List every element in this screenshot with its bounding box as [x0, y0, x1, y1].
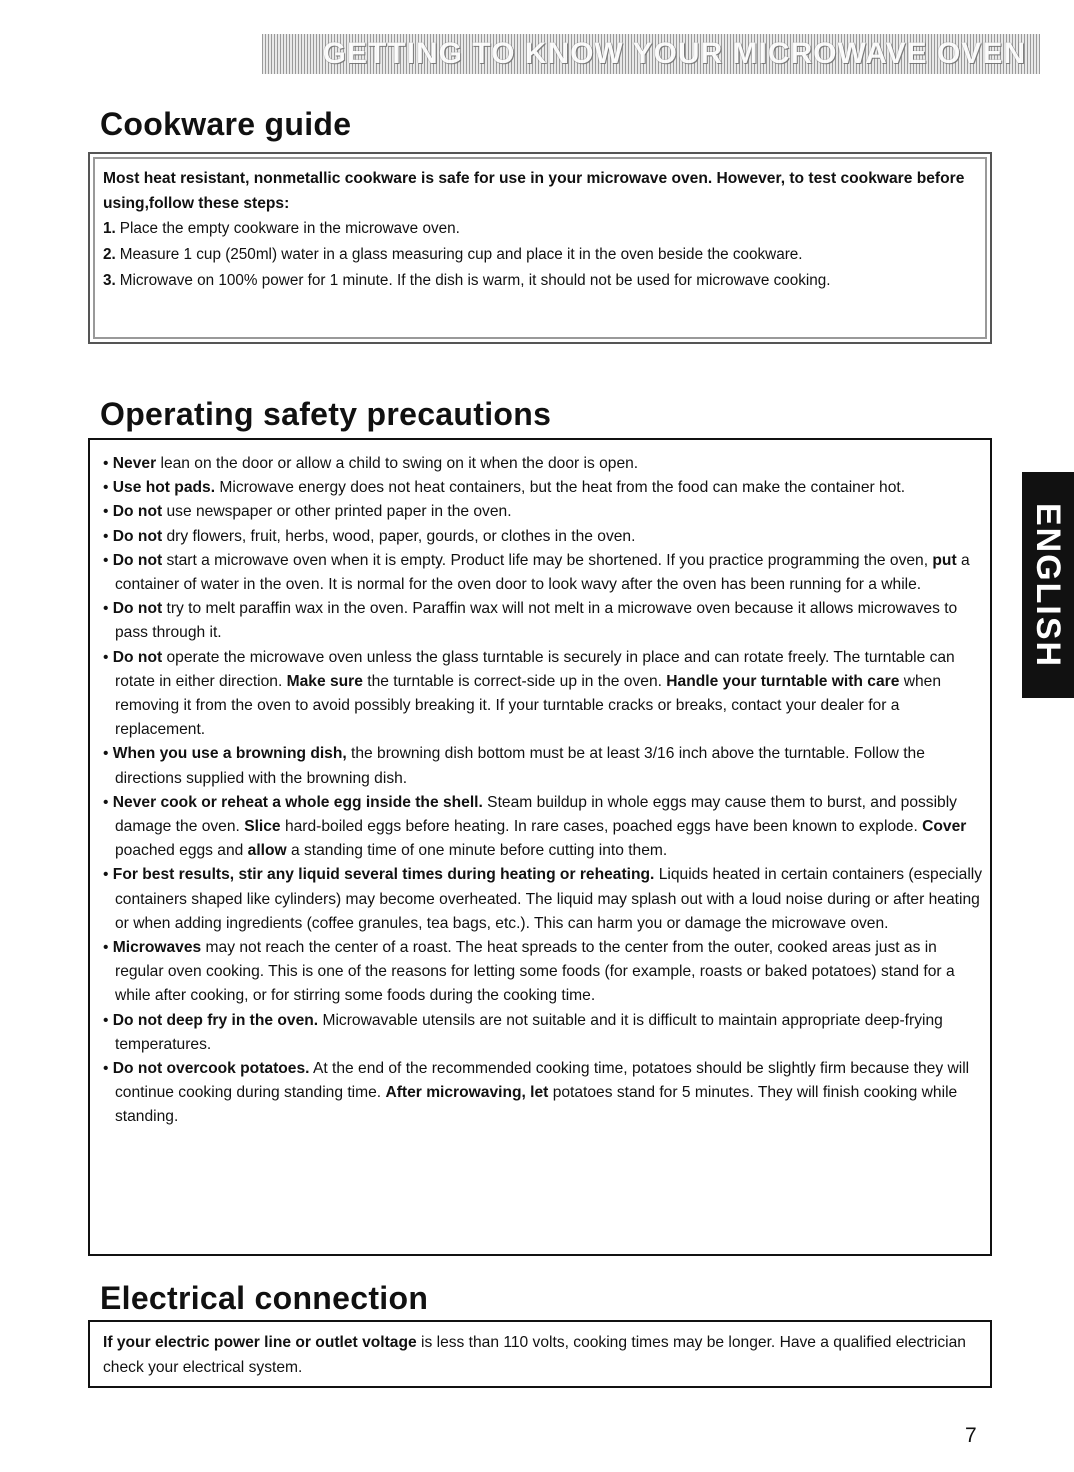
item-text: Microwave energy does not heat containers, but the heat from the food can make the container hot.	[215, 479, 906, 497]
safety-item: • Do not start a microwave oven when it is empty. Product life may be shortened. If you practice programming the oven, put a container of water in the oven. It is normal for the oven door to look wavy after the oven has been running for a while.	[103, 551, 970, 594]
step-number: 3.	[103, 272, 116, 289]
language-tab	[1022, 472, 1074, 698]
item-lead: Never	[112, 455, 157, 472]
safety-item: • Do not operate the microwave oven unless the glass turntable is securely in place and can rotate freely. The turntable can rotate in either direction. Make sure the turntable is correct-side up in the oven. Handle your turntable with care when removing it from the oven to avoid possibly breaking it. If your turntable cracks or breaks, contact your dealer for a replacement.	[103, 648, 955, 739]
cookware-step	[103, 216, 983, 242]
safety-title: Operating safety precautions	[100, 396, 552, 432]
item-text: the browning dish bottom must be at least 3/16 inch above the turntable. Follow the directions supplied with the browning dish.	[115, 745, 925, 787]
step-number: 1.	[103, 220, 116, 237]
electrical-title: Electrical connection	[100, 1280, 429, 1316]
item-lead: Do not	[112, 551, 163, 569]
item-lead: Do not overcook potatoes.	[112, 1060, 310, 1078]
cookware-title: Cookware guide	[100, 106, 352, 142]
safety-item: • Do not try to melt paraffin wax in the oven. Paraffin wax will not melt in a microwave oven because it allows microwaves to pass through it.	[103, 600, 958, 642]
item-text: try to melt paraffin wax in the oven. Paraffin wax will not melt in a microwave oven because it allows microwaves to pass through it.	[115, 600, 958, 642]
safety-item: • For best results, stir any liquid several times during heating or reheating. Liquids heated in certain containers (especially containers shaped like cylinders) may become overheated. The liquid may splash out with a loud noise during or after heating or when adding ingredients (coffee granules, tea bags, etc.). This can harm you or damage the microwave oven.	[103, 866, 983, 932]
item-text: may not reach the center of a roast. The heat spreads to the center from the outer, cooked areas just as in regular oven cooking. This is one of the reasons for letting some foods (for example, roasts or baked potatoes) stand for a while after cooking, or for stirring some foods during the cooking time.	[115, 939, 955, 1005]
item-lead: Microwaves	[112, 939, 202, 957]
safety-item: • Never cook or reheat a whole egg inside the shell. Steam buildup in whole eggs may cause them to burst, and possibly damage the oven. Slice hard-boiled eggs before heating. In rare cases, poached eggs have been known to explode. Cover poached eggs and allow a standing time of one minute before cutting into them.	[103, 793, 967, 860]
item-lead: For best results, stir any liquid several times during heating or reheating.	[112, 866, 655, 884]
item-text: start a microwave oven when it is empty. Product life may be shortened. If you practice programming the oven,	[162, 551, 933, 569]
safety-item: • Do not overcook potatoes. At the end of the recommended cooking time, potatoes should be slightly firm because they will continue cooking during standing time. After microwaving, let potatoes stand for 5 minutes. They will finish cooking while standing.	[103, 1060, 970, 1126]
item-text: poached eggs and	[115, 842, 248, 860]
item-text: a standing time of one minute before cutting into them.	[286, 842, 668, 860]
safety-list	[103, 452, 983, 1130]
item-lead: When you use a browning dish,	[112, 745, 347, 763]
item-lead: Do not deep fry in the oven.	[112, 1011, 319, 1029]
header-banner	[262, 34, 1040, 74]
item-text: hard-boiled eggs before heating. In rare cases, poached eggs have been known to explode.	[280, 818, 923, 836]
item-emphasis: Make sure	[286, 672, 363, 690]
cookware-step	[103, 268, 983, 294]
step-text: Place the empty cookware in the microwave oven.	[119, 220, 460, 237]
electrical-lead: If your electric power line or outlet voltage	[103, 1334, 417, 1351]
electrical-body: is less than 110 volts, cooking times may be longer. Have a qualified electrician check your electrical system.	[103, 1334, 966, 1376]
item-lead: Do not	[112, 648, 163, 666]
cookware-steps	[103, 216, 983, 294]
item-text: lean on the door or allow a child to swing on it when the door is open.	[156, 455, 639, 472]
item-text: At the end of the recommended cooking time, potatoes should be slightly firm because they will continue cooking during standing time.	[115, 1060, 970, 1102]
cookware-step	[103, 242, 983, 268]
item-lead: Do not	[112, 503, 163, 521]
safety-item: • Microwaves may not reach the center of a roast. The heat spreads to the center from the outer, cooked areas just as in regular oven cooking. This is one of the reasons for letting some foods (for example, roasts or baked potatoes) stand for a while after cooking, or for stirring some foods during the cooking time.	[103, 939, 955, 1005]
safety-item: • Do not dry flowers, fruit, herbs, wood, paper, gourds, or clothes in the oven.	[103, 527, 636, 545]
item-lead: Do not	[112, 600, 163, 618]
item-lead: Use hot pads.	[112, 479, 216, 497]
item-text: use newspaper or other printed paper in the oven.	[162, 503, 512, 521]
item-lead: Never cook or reheat a whole egg inside the shell.	[112, 793, 483, 811]
cookware-box	[88, 152, 992, 344]
safety-item: • Do not deep fry in the oven. Microwavable utensils are not suitable and it is difficult to maintain appropriate deep-frying temperatures.	[103, 1011, 943, 1053]
item-text: Steam buildup in whole eggs may cause them to burst, and possibly damage the oven.	[115, 793, 957, 836]
safety-box	[88, 438, 992, 1256]
step-text: Microwave on 100% power for 1 minute. If the dish is warm, it should not be used for microwave cooking.	[119, 272, 831, 289]
item-emphasis: Slice	[244, 818, 281, 836]
item-text: a container of water in the oven. It is normal for the oven door to look wavy after the oven has been running for a while.	[115, 551, 970, 594]
item-text: the turntable is correct-side up in the oven.	[362, 672, 667, 690]
item-emphasis: put	[932, 551, 957, 569]
item-emphasis: Cover	[922, 818, 967, 836]
safety-item: • Never lean on the door or allow a child to swing on it when the door is open.	[103, 455, 639, 472]
item-emphasis: After microwaving, let	[385, 1084, 549, 1102]
item-text: Liquids heated in certain containers (especially containers shaped like cylinders) may become overheated. The liquid may splash out with a loud noise during or after heating or when adding ingredients (coffee granules, tea bags, etc.). This can harm you or damage the microwave oven.	[115, 866, 983, 932]
step-number: 2.	[103, 246, 116, 263]
electrical-text	[103, 1330, 983, 1380]
page-number: 7	[965, 1424, 977, 1447]
safety-item: • Do not use newspaper or other printed paper in the oven.	[103, 503, 512, 521]
item-text: potatoes stand for 5 minutes. They will finish cooking while standing.	[115, 1084, 958, 1126]
item-text: Microwavable utensils are not suitable and it is difficult to maintain appropriate deep-frying temperatures.	[115, 1011, 943, 1053]
cookware-intro: Most heat resistant, nonmetallic cookware is safe for use in your microwave oven. However, to test cookware before using,follow these steps:	[103, 170, 965, 212]
electrical-box	[88, 1320, 992, 1388]
item-text: dry flowers, fruit, herbs, wood, paper, gourds, or clothes in the oven.	[162, 527, 636, 545]
item-emphasis: Handle your turntable with care	[666, 672, 900, 690]
step-text: Measure 1 cup (250ml) water in a glass measuring cup and place it in the oven beside the cookware.	[119, 246, 803, 263]
item-text: when removing it from the oven to avoid possibly breaking it. If your turntable cracks or breaks, contact your dealer for a replacement.	[115, 672, 942, 739]
item-emphasis: allow	[247, 842, 287, 860]
safety-item: • Use hot pads. Microwave energy does not heat containers, but the heat from the food can make the container hot.	[103, 479, 906, 497]
language-tab-label: ENGLISH	[1029, 502, 1068, 668]
item-lead: Do not	[112, 527, 163, 545]
item-text: operate the microwave oven unless the glass turntable is securely in place and can rotate freely. The turntable can rotate in either direction.	[115, 648, 955, 690]
safety-item: • When you use a browning dish, the browning dish bottom must be at least 3/16 inch above the turntable. Follow the directions supplied with the browning dish.	[103, 745, 925, 787]
banner-text: GETTING TO KNOW YOUR MICROWAVE OVEN	[322, 37, 1026, 70]
